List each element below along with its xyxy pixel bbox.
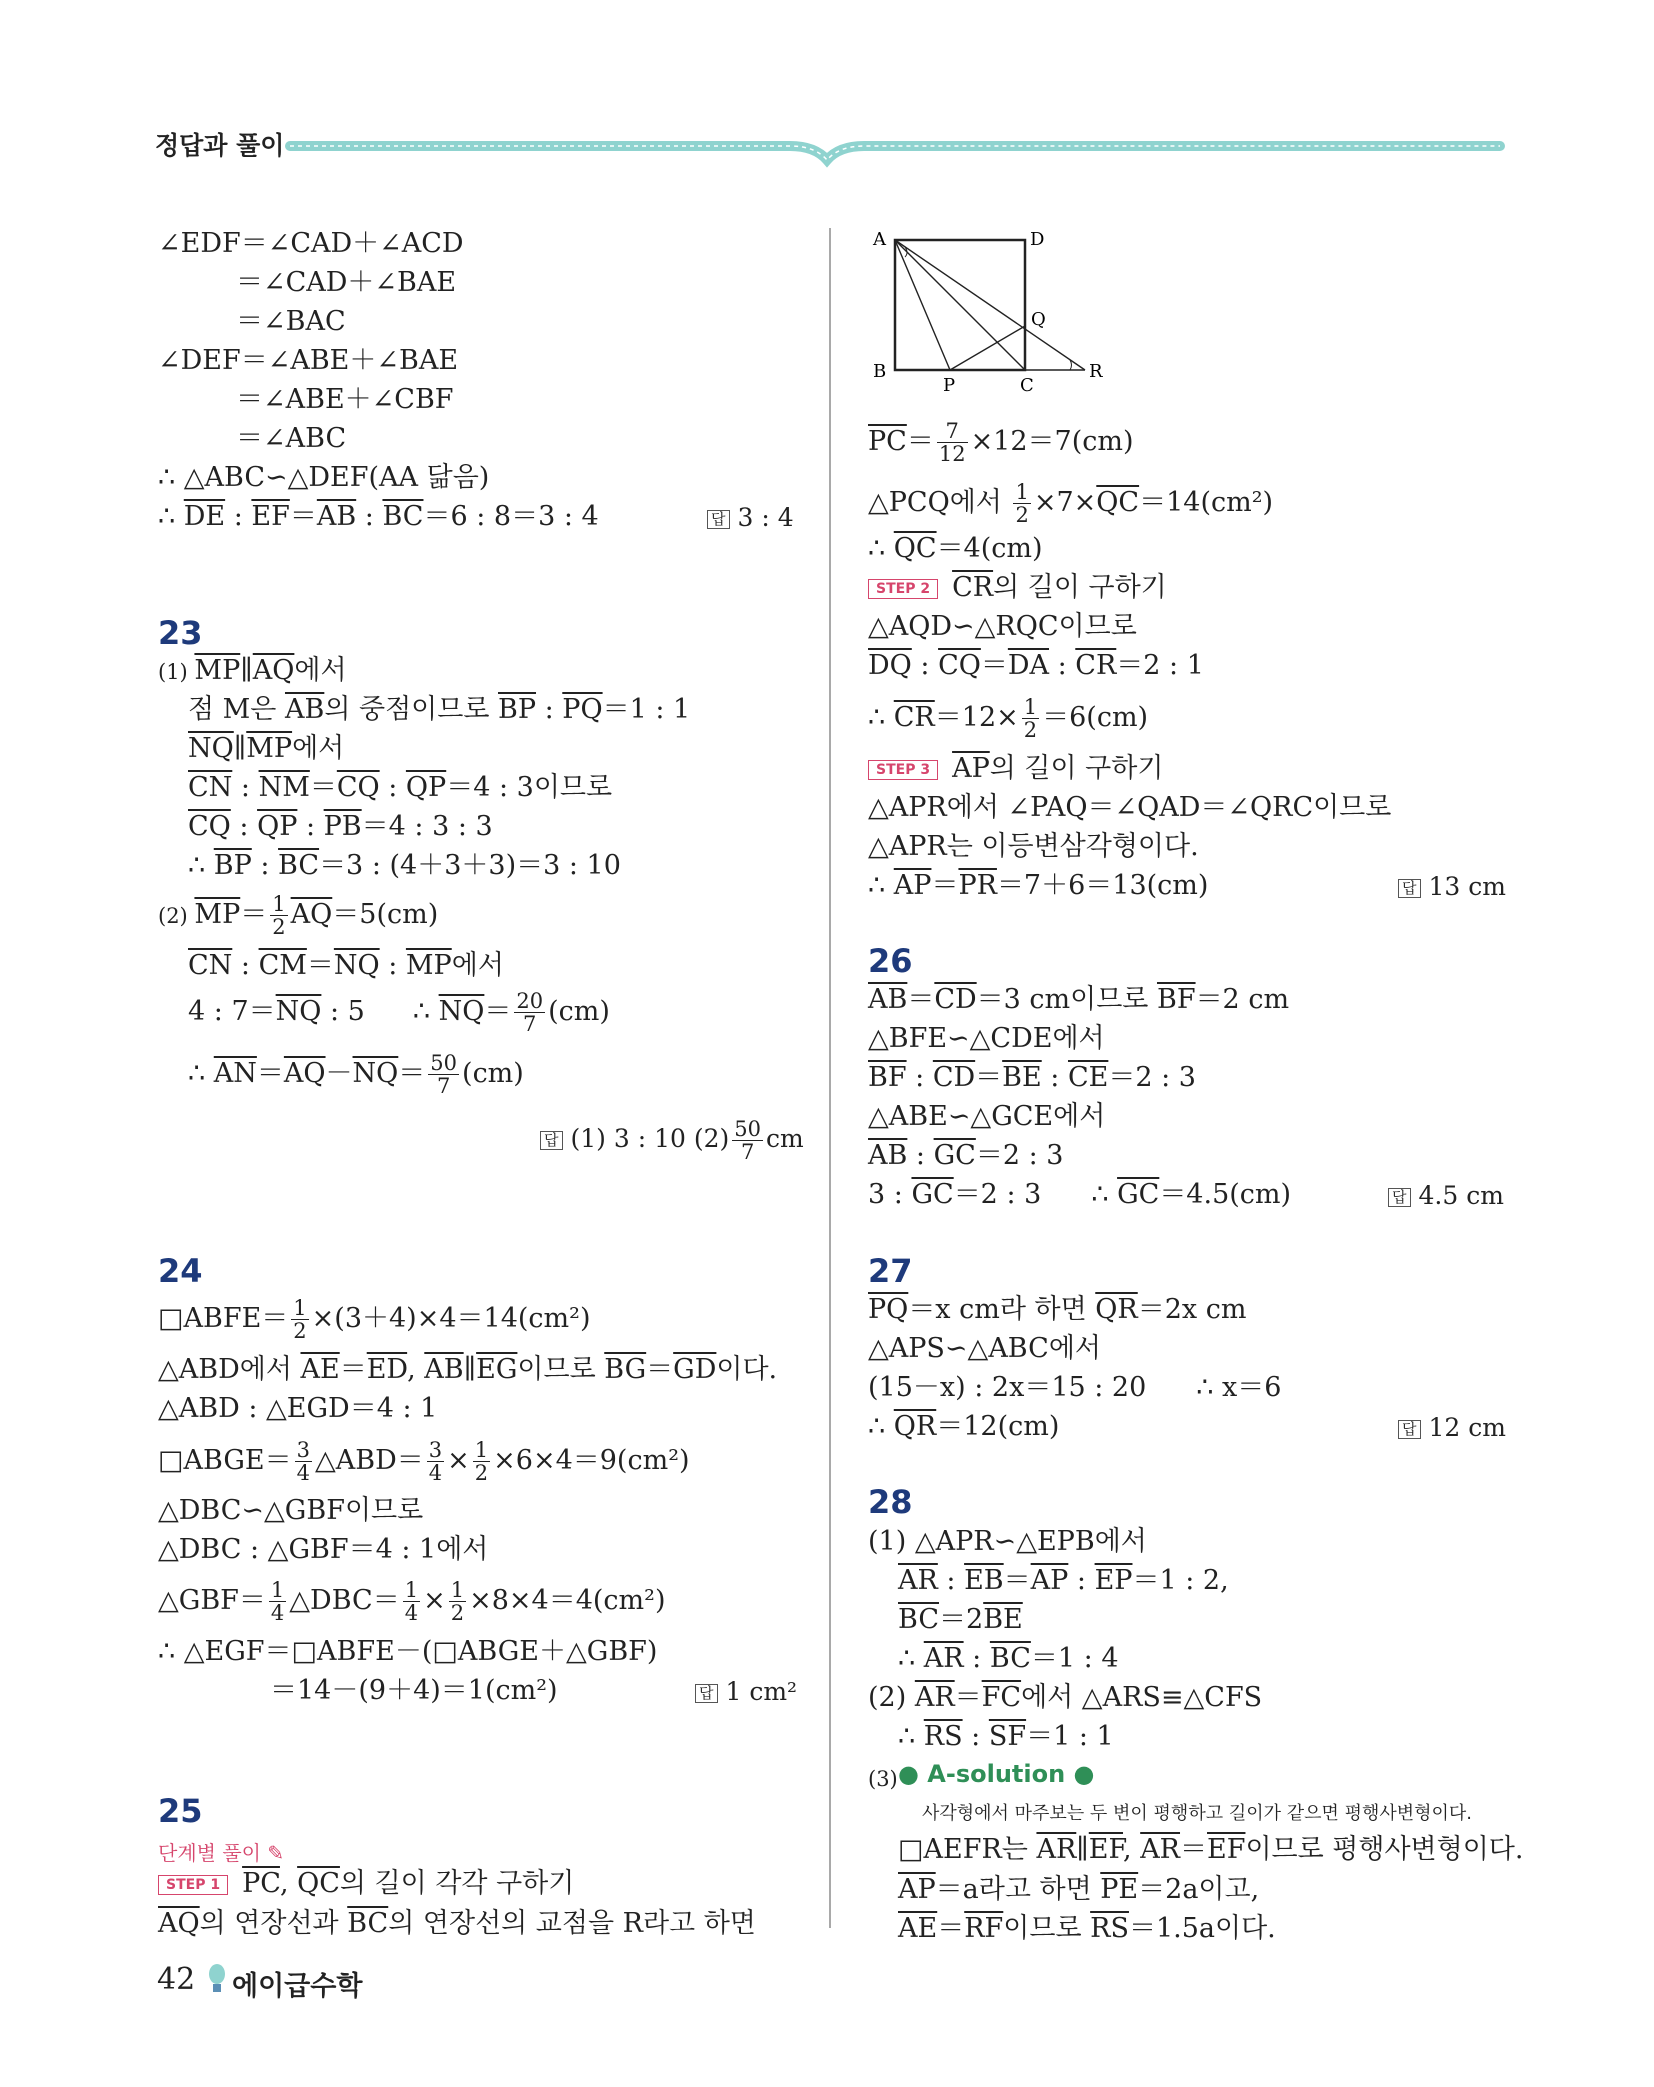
p25-step1: STEP 1 $\overline{PC}$, $\overline{QC}$의 길이 각각 구하기 — [158, 1870, 574, 1897]
p24-line5: △DBC∽△GBF이므로 — [158, 1495, 424, 1526]
p23-line4: $\overline{CN}$ : $\overline{NM}=\overline{CQ}$ : $\overline{QP}=4$ : 3이므로 — [188, 772, 613, 803]
label-r: R — [1089, 361, 1103, 382]
p28-line7: (3) — [868, 1767, 898, 1791]
p27-line3: (15－x) : 2x＝15 : 20 ∴ x＝6 — [868, 1372, 1282, 1403]
p23-line2: 점 M은 $\overline{AB}$의 중점이므로 $\overline{BP}$ : $\overline{PQ}=1$ : 1 — [188, 694, 691, 725]
p22-line7: ∴ △ABC∽△DEF(AA 닮음) — [158, 462, 490, 493]
p24-answer: 답 1 cm² — [695, 1677, 797, 1706]
p24-line9: ＝14－(9＋4)＝1(cm²) — [270, 1675, 558, 1706]
p28-line9: $\overline{AP}=a$라고 하면 $\overline{PE}=2a$이고, — [898, 1874, 1260, 1905]
column-divider — [829, 228, 831, 1928]
p25-step2: STEP 2 $\overline{CR}$의 길이 구하기 — [868, 574, 1167, 601]
pencil-icon: ✎ — [260, 1841, 285, 1865]
p23-line5: $\overline{CQ}$ : $\overline{QP}$ : $\overline{PB}=4$ : 3 : 3 — [188, 811, 493, 842]
p25-r-line2: △PCQ에서 $\frac{1}{2}$ $\times 7\times\overline{QC}=14(cm^2)$ — [868, 480, 1274, 528]
p24-line2: △ABD에서 $\overline{AE}=\overline{ED}$, $\overline{AB}\parallel\overline{EG}$이므로 $\overline{BG}=\overline{GD}$이다. — [158, 1354, 778, 1385]
p24-line8: ∴ △EGF＝□ABFE－(□ABGE＋△GBF) — [158, 1636, 658, 1667]
diagonal-ac — [895, 240, 1025, 370]
p22-line6: ＝∠ABC — [236, 423, 347, 454]
step-solution-label: 단계별 풀이 ✎ — [158, 1841, 285, 1865]
geometry-figure — [865, 225, 1130, 395]
p22-line3: ＝∠BAC — [236, 306, 346, 337]
a-solution-label: ● A-solution ● — [898, 1760, 1095, 1788]
p25-r-line3: ∴ $\overline{QC}=4(cm)$ — [868, 533, 1043, 564]
p22-line5: ＝∠ABE＋∠CBF — [236, 384, 454, 415]
p25-line1: $\overline{AQ}$의 연장선과 $\overline{BC}$의 연장선의 교점을 R라고 하면 — [158, 1908, 756, 1939]
problem-number-23: 23 — [158, 614, 203, 652]
label-b: B — [873, 361, 887, 382]
p28-line1: (1) △APR∽△EPB에서 — [868, 1526, 1147, 1557]
p25-r-line1: $\overline{PC}=$ $\frac{7}{12}$ ×12＝7(cm) — [868, 419, 1134, 467]
problem-number-28: 28 — [868, 1483, 913, 1521]
problem-number-27: 27 — [868, 1252, 913, 1290]
p24-line4: □ABGE＝ $\frac{3}{4}$ △ABD＝ $\frac{3}{4}$ × $\frac{1}{2}$ ×6×4＝9(cm²) — [158, 1438, 690, 1486]
label-q: Q — [1031, 309, 1046, 330]
p27-line1: $\overline{PQ}=x$ cm라 하면 $\overline{QR}=2x$ cm — [868, 1294, 1247, 1325]
p26-line6: 3 : $\overline{GC}=2$ : 3 ∴ $\overline{GC}=4.5(cm)$ — [868, 1179, 1292, 1210]
p22-line8: ∴ $\overline{DE}$ : $\overline{EF}=\overline{AB}$ : $\overline{BC}=6$ : 8＝3 : 4 — [158, 501, 599, 532]
p26-line2: △BFE∽△CDE에서 — [868, 1023, 1105, 1054]
lightbulb-icon — [206, 1962, 228, 1996]
p25-answer: 답 13 cm — [1398, 872, 1506, 901]
p25-r-line5: $\overline{DQ}$ : $\overline{CQ}=\overline{DA}$ : $\overline{CR}=2$ : 1 — [868, 650, 1204, 681]
label-d: D — [1030, 229, 1045, 250]
p25-r-line9: ∴ $\overline{AP}=\overline{PR}=7+6=13(cm)$ — [868, 870, 1209, 901]
a-solution-note: 사각형에서 마주보는 두 변이 평행하고 길이가 같으면 평행사변형이다. — [922, 1803, 1473, 1824]
p25-r-line8: △APR는 이등변삼각형이다. — [868, 831, 1199, 862]
p23-line6: ∴ $\overline{BP}$ : $\overline{BC}=3$ : (4＋3＋3)＝3 : 10 — [188, 850, 621, 881]
p25-r-line4: △AQD∽△RQC이므로 — [868, 611, 1137, 642]
p24-line7: △GBF＝ $\frac{1}{4}$ △DBC＝ $\frac{1}{4}$ × $\frac{1}{2}$ ×8×4＝4(cm²) — [158, 1578, 666, 1626]
p25-step3: STEP 3 $\overline{AP}$의 길이 구하기 — [868, 755, 1163, 782]
p23-answer: 답 (1) 3 : 10 (2) $\frac{50}{7}$ cm — [540, 1118, 804, 1163]
p23-line1: (1) $\overline{MP}\parallel\overline{AQ}$에서 — [158, 655, 347, 686]
p28-line8: □AEFR는 $\overline{AR}\parallel\overline{EF}$, $\overline{AR}=\overline{EF}$이므로 평행사변형이다. — [898, 1834, 1524, 1865]
p26-line4: △ABE∽△GCE에서 — [868, 1101, 1106, 1132]
problem-number-25: 25 — [158, 1792, 203, 1830]
header-title: 정답과 풀이 — [155, 131, 285, 160]
brand-logo-text: 에이급수학 — [232, 1971, 363, 2002]
p22-answer: 답 3 : 4 — [707, 503, 794, 532]
label-c: C — [1020, 375, 1034, 395]
p27-line2: △APS∽△ABC에서 — [868, 1333, 1101, 1364]
p24-line6: △DBC : △GBF＝4 : 1에서 — [158, 1534, 489, 1565]
p25-r-line7: △APR에서 ∠PAQ＝∠QAD＝∠QRC이므로 — [868, 792, 1392, 823]
p28-line3: $\overline{BC}=2\overline{BE}$ — [898, 1604, 1023, 1635]
p22-line2: ＝∠CAD＋∠BAE — [236, 267, 457, 298]
p23-line10: ∴ $\overline{AN}=\overline{AQ}-\overline{NQ}=$ $\frac{50}{7}$ (cm) — [188, 1051, 524, 1099]
p27-line4: ∴ $\overline{QR}=12(cm)$ — [868, 1411, 1060, 1442]
p27-answer: 답 12 cm — [1398, 1413, 1506, 1442]
line-ar — [895, 240, 1085, 370]
p24-line3: △ABD : △EGD＝4 : 1 — [158, 1393, 438, 1424]
p25-r-line6: ∴ $\overline{CR}=12\times$ $\frac{1}{2}$ ＝6(cm) — [868, 695, 1149, 743]
p28-line10: $\overline{AE}=\overline{RF}$이므로 $\overline{RS}=1.5a$이다. — [898, 1913, 1276, 1944]
p22-line4: ∠DEF＝∠ABE＋∠BAE — [158, 345, 459, 376]
problem-number-24: 24 — [158, 1252, 203, 1290]
p28-line4: ∴ $\overline{AR}$ : $\overline{BC}=1$ : 4 — [898, 1643, 1119, 1674]
p23-line9: 4 : $7=\overline{NQ}$ : 5 ∴ $\overline{NQ}=$ $\frac{20}{7}$ (cm) — [188, 989, 610, 1037]
p24-line1: □ABFE＝ $\frac{1}{2}$ ×(3＋4)×4＝14(cm²) — [158, 1296, 591, 1344]
p26-answer: 답 4.5 cm — [1388, 1181, 1504, 1210]
p26-line3: $\overline{BF}$ : $\overline{CD}=\overline{BE}$ : $\overline{CE}=2$ : 3 — [868, 1062, 1196, 1093]
p23-line7: (2) $\overline{MP}=$ $\frac{1}{2}$ $\overline{AQ}=5(cm)$ — [158, 892, 439, 940]
page-number: 42 — [157, 1962, 196, 1997]
p22-line1: ∠EDF＝∠CAD＋∠ACD — [158, 228, 464, 259]
p23-line8: $\overline{CN}$ : $\overline{CM}=\overline{NQ}$ : $\overline{MP}$에서 — [188, 950, 504, 981]
p28-line2: $\overline{AR}$ : $\overline{EB}=\overline{AP}$ : $\overline{EP}=1$ : 2, — [898, 1565, 1229, 1596]
label-p: P — [943, 375, 956, 395]
label-a: A — [873, 229, 886, 250]
p28-line5: (2) $\overline{AR}=\overline{FC}$에서 △ARS≡△CFS — [868, 1682, 1263, 1713]
p26-line1: $\overline{AB}=\overline{CD}=3$ cm이므로 $\overline{BF}=2$ cm — [868, 984, 1290, 1015]
problem-number-26: 26 — [868, 942, 913, 980]
p28-line6: ∴ $\overline{RS}$ : $\overline{SF}=1$ : 1 — [898, 1721, 1114, 1752]
p26-line5: $\overline{AB}$ : $\overline{GC}=2$ : 3 — [868, 1140, 1064, 1171]
p23-line3: $\overline{NQ}\parallel\overline{MP}$에서 — [188, 733, 345, 764]
